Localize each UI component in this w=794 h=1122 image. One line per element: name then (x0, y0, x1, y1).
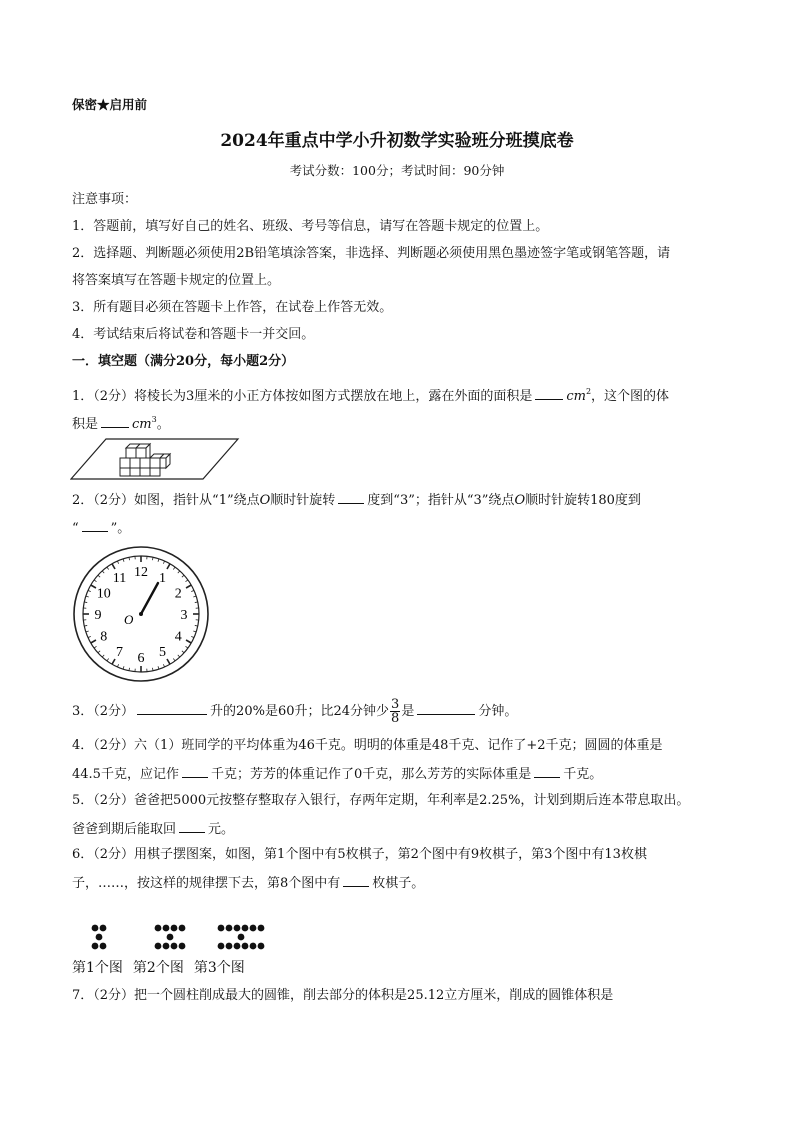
clock-tick (98, 575, 100, 577)
clock-number: 2 (174, 586, 182, 602)
q3-text-b: 升的20%是60升；比24分钟少 (210, 704, 390, 719)
notes-heading: 注意事项： (72, 192, 138, 207)
q2-text-a: 2．（2分）如图，指针从“1”绕点 (72, 493, 260, 508)
clock-tick (186, 640, 191, 643)
q5-answer-blank (179, 818, 205, 833)
question-4-line-1: 4．（2分）六（1）班同学的平均体重为46千克。明明的体重是48千克、记作了+2千克；圆圆的体重是 (72, 738, 663, 753)
clock-number: 5 (159, 645, 166, 661)
q4-text-b: 44.5千克，应记作 (72, 767, 179, 782)
fraction-numerator: 3 (391, 697, 400, 712)
q2-answer-blank-2 (82, 517, 108, 532)
clock-tick (117, 664, 118, 667)
clock-tick (123, 666, 124, 669)
section-heading: 一．填空题（满分20分，每小题2分） (72, 354, 295, 369)
q1-answer-blank-1 (535, 385, 563, 400)
chess-pattern-figures (86, 922, 286, 956)
q5-text-b: 爸爸到期后能取回 (72, 822, 177, 837)
exam-title: 2024年重点中学小升初数学实验班分班摸底卷 (220, 131, 574, 151)
clock-tick (86, 631, 89, 632)
question-5-line-1: 5．（2分）爸爸把5000元按整存整取存入银行，存两年定期，年利率是2.25%，计划到期后连本带息取出。 (72, 793, 690, 808)
q4-answer-blank-2 (534, 763, 560, 778)
clock-tick (91, 640, 96, 643)
q2-text-d: 顺时针旋转180度到 (525, 493, 641, 508)
clock-tick (158, 559, 159, 562)
clock-tick (182, 651, 184, 653)
pattern-captions (72, 957, 255, 977)
fraction-denominator: 8 (391, 711, 400, 726)
q5-text-c: 元。 (208, 822, 235, 837)
clock-number: 12 (134, 565, 148, 580)
clock-number: 1 (159, 570, 166, 586)
clock-tick (191, 636, 194, 637)
clock-tick (167, 564, 170, 569)
q1-exp-b: 3 (151, 415, 157, 424)
pattern-caption: 第2个图 (132, 960, 184, 976)
clock-tick (91, 585, 96, 588)
clock-tick (102, 571, 104, 573)
clock-tick (185, 580, 187, 582)
clock-tick (163, 561, 164, 564)
question-1-line-1 (72, 382, 669, 407)
q1-text-c: 积是 (72, 417, 99, 432)
question-5-line-2 (72, 818, 234, 840)
pattern-caption: 第3个图 (193, 960, 245, 976)
question-7-line-1: 7．（2分）把一个圆柱削成最大的圆锥，削去部分的体积是25.12立方厘米，削成的圆锥体积是 (72, 988, 614, 1003)
q1-text-a: 1．（2分）将棱长为3厘米的小正方体按如图方式摆放在地上，露在外面的面积是 (72, 389, 533, 404)
clock-tick (163, 664, 164, 667)
clock-tick (117, 561, 118, 564)
clock-figure (72, 545, 210, 683)
clock-tick (107, 567, 109, 569)
clock-number: 3 (180, 608, 188, 623)
q2-answer-blank-1 (338, 489, 364, 504)
question-6-line-2 (72, 872, 424, 894)
pattern-3 (218, 925, 265, 950)
question-4-line-2 (72, 763, 602, 785)
clock-tick (94, 646, 96, 648)
clock-center-label: O (124, 612, 134, 627)
clock-tick (94, 580, 96, 582)
q2-text-b: 顺时针旋转 (270, 493, 336, 508)
clock-tick (178, 655, 180, 657)
q3-text-a: 3．（2分） (72, 704, 135, 719)
clock-tick (88, 590, 91, 591)
clock-center (139, 612, 143, 616)
note-item: 1．答题前，填写好自己的姓名、班级、考号等信息，请写在答题卡规定的位置上。 (72, 219, 549, 234)
question-1-line-2 (72, 410, 170, 435)
q6-answer-blank (343, 872, 369, 887)
clock-number: 4 (174, 629, 182, 645)
point-o-label: O (259, 493, 271, 508)
clock-tick (123, 559, 124, 562)
question-2-line-2 (72, 517, 130, 539)
note-item: 2．选择题、判断题必须使用2B铅笔填涂答案，非选择、判断题必须使用黑色墨迹签字笔或钢笔答题，请 (72, 246, 671, 261)
clock-tick (102, 655, 104, 657)
q1-unit-a: cm (566, 389, 586, 404)
q3-text-d: 分钟。 (478, 704, 518, 719)
clock-tick (167, 659, 170, 664)
question-2-line-1 (72, 489, 641, 511)
fraction-three-eighths (390, 698, 400, 725)
q4-text-c: 千克；芳芳的体重记作了0千克，那么芳芳的实际体重是 (210, 767, 532, 782)
pattern-1 (92, 925, 107, 950)
exam-info: 考试分数：100分；考试时间：90分钟 (289, 163, 505, 178)
pattern-caption: 第1个图 (72, 960, 123, 976)
point-o-label: O (514, 493, 526, 508)
clock-tick (193, 596, 196, 597)
clock-tick (158, 666, 159, 669)
q1-exp-a: 2 (585, 387, 592, 396)
q4-text-d: 千克。 (563, 767, 603, 782)
clock-tick (86, 596, 89, 597)
clock-number: 7 (116, 645, 123, 661)
q6-text-b: 子，……，按这样的规律摆下去，第8个图中有 (72, 876, 341, 891)
note-item: 将答案填写在答题卡规定的位置上。 (72, 273, 281, 288)
clock-hand (141, 583, 158, 614)
clock-tick (185, 646, 187, 648)
q2-text-f: ”。 (110, 521, 131, 536)
q1-text-b: ，这个图的体 (591, 389, 670, 404)
clock-tick (182, 575, 184, 577)
clock-tick (193, 631, 196, 632)
clock-tick (178, 571, 180, 573)
q3-answer-blank-1 (137, 700, 207, 715)
q2-text-c: 度到“3”；指针从“3”绕点 (367, 493, 515, 508)
question-3 (72, 698, 517, 725)
pattern-2 (155, 925, 186, 950)
note-item: 4．考试结束后将试卷和答题卡一并交回。 (72, 327, 315, 342)
q1-answer-blank-2 (101, 413, 129, 428)
cube-stack (120, 444, 170, 476)
clock-tick (186, 585, 191, 588)
clock-tick (107, 658, 109, 660)
clock-tick (112, 659, 115, 664)
q1-unit-b: cm (132, 417, 152, 432)
note-item: 3．所有题目必须在答题卡上作答，在试卷上作答无效。 (72, 300, 393, 315)
q4-answer-blank-1 (182, 763, 208, 778)
clock-number: 10 (96, 586, 111, 602)
cube-stack-figure (70, 436, 242, 482)
clock-tick (98, 651, 100, 653)
question-6-line-1: 6．（2分）用棋子摆图案，如图，第1个图中有5枚棋子，第2个图中有9枚棋子，第3个图中有13枚棋 (72, 847, 647, 862)
confidential-label: 保密★启用前 (72, 97, 148, 112)
q3-text-c: 是 (401, 704, 415, 719)
q6-text-c: 枚棋子。 (372, 876, 425, 891)
clock-number: 9 (94, 608, 102, 623)
clock-tick (173, 658, 175, 660)
q1-text-d: 。 (156, 417, 170, 432)
clock-tick (173, 567, 175, 569)
clock-number: 11 (112, 570, 127, 586)
clock-tick (191, 590, 194, 591)
clock-number: 6 (137, 651, 145, 666)
clock-number: 8 (100, 629, 108, 645)
clock-tick (112, 564, 115, 569)
q2-text-e: “ (72, 521, 79, 536)
q3-answer-blank-2 (417, 700, 475, 715)
clock-tick (88, 636, 91, 637)
